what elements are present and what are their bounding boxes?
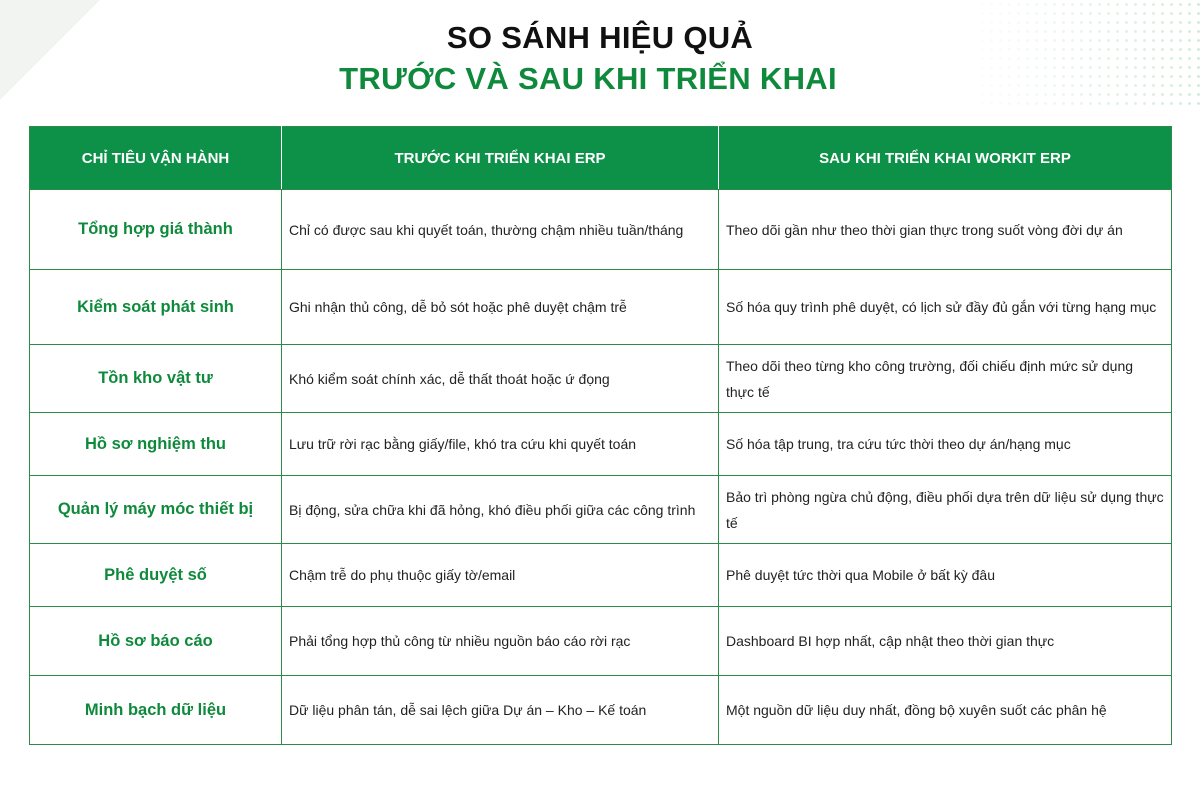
- table-row: [30, 476, 1172, 544]
- page-subtitle: TRƯỚC VÀ SAU KHI TRIỂN KHAI: [339, 61, 837, 96]
- table-row: [30, 676, 1172, 745]
- before-cell: Khó kiểm soát chính xác, dễ thất thoát hoặc ứ đọng: [282, 345, 719, 413]
- comparison-table: [29, 126, 1172, 745]
- after-cell: Số hóa tập trung, tra cứu tức thời theo dự án/hạng mục: [719, 413, 1172, 476]
- table-row: [30, 413, 1172, 476]
- metric-cell: Kiểm soát phát sinh: [30, 270, 282, 345]
- table-row: [30, 190, 1172, 270]
- metric-cell: Tổng hợp giá thành: [30, 190, 282, 270]
- metric-cell: Hồ sơ nghiệm thu: [30, 413, 282, 476]
- after-cell: Một nguồn dữ liệu duy nhất, đồng bộ xuyên suốt các phân hệ: [719, 676, 1172, 745]
- before-cell: Phải tổng hợp thủ công từ nhiều nguồn báo cáo rời rạc: [282, 607, 719, 676]
- page-title: SO SÁNH HIỆU QUẢ: [446, 20, 754, 55]
- after-cell: Bảo trì phòng ngừa chủ động, điều phối dựa trên dữ liệu sử dụng thực tế: [719, 476, 1172, 544]
- metric-cell: Quản lý máy móc thiết bị: [30, 476, 282, 544]
- table-row: [30, 544, 1172, 607]
- table-row: [30, 270, 1172, 345]
- before-cell: Dữ liệu phân tán, dễ sai lệch giữa Dự án – Kho – Kế toán: [282, 676, 719, 745]
- after-cell: Theo dõi gần như theo thời gian thực trong suốt vòng đời dự án: [719, 190, 1172, 270]
- before-cell: Chỉ có được sau khi quyết toán, thường chậm nhiều tuần/tháng: [282, 190, 719, 270]
- column-header-metric: CHỈ TIÊU VẬN HÀNH: [30, 127, 282, 190]
- column-header-before: TRƯỚC KHI TRIỂN KHAI ERP: [282, 127, 719, 190]
- metric-cell: Minh bạch dữ liệu: [30, 676, 282, 745]
- before-cell: Chậm trễ do phụ thuộc giấy tờ/email: [282, 544, 719, 607]
- column-header-after: SAU KHI TRIỂN KHAI WORKIT ERP: [719, 127, 1172, 190]
- table-header-row: [30, 127, 1172, 190]
- after-cell: Dashboard BI hợp nhất, cập nhật theo thời gian thực: [719, 607, 1172, 676]
- after-cell: Số hóa quy trình phê duyệt, có lịch sử đầy đủ gắn với từng hạng mục: [719, 270, 1172, 345]
- metric-cell: Tồn kho vật tư: [30, 345, 282, 413]
- before-cell: Ghi nhận thủ công, dễ bỏ sót hoặc phê duyệt chậm trễ: [282, 270, 719, 345]
- after-cell: Phê duyệt tức thời qua Mobile ở bất kỳ đâu: [719, 544, 1172, 607]
- table-row: [30, 345, 1172, 413]
- metric-cell: Hồ sơ báo cáo: [30, 607, 282, 676]
- before-cell: Lưu trữ rời rạc bằng giấy/file, khó tra cứu khi quyết toán: [282, 413, 719, 476]
- metric-cell: Phê duyệt số: [30, 544, 282, 607]
- table-row: [30, 607, 1172, 676]
- before-cell: Bị động, sửa chữa khi đã hỏng, khó điều phối giữa các công trình: [282, 476, 719, 544]
- after-cell: Theo dõi theo từng kho công trường, đối chiếu định mức sử dụng thực tế: [719, 345, 1172, 413]
